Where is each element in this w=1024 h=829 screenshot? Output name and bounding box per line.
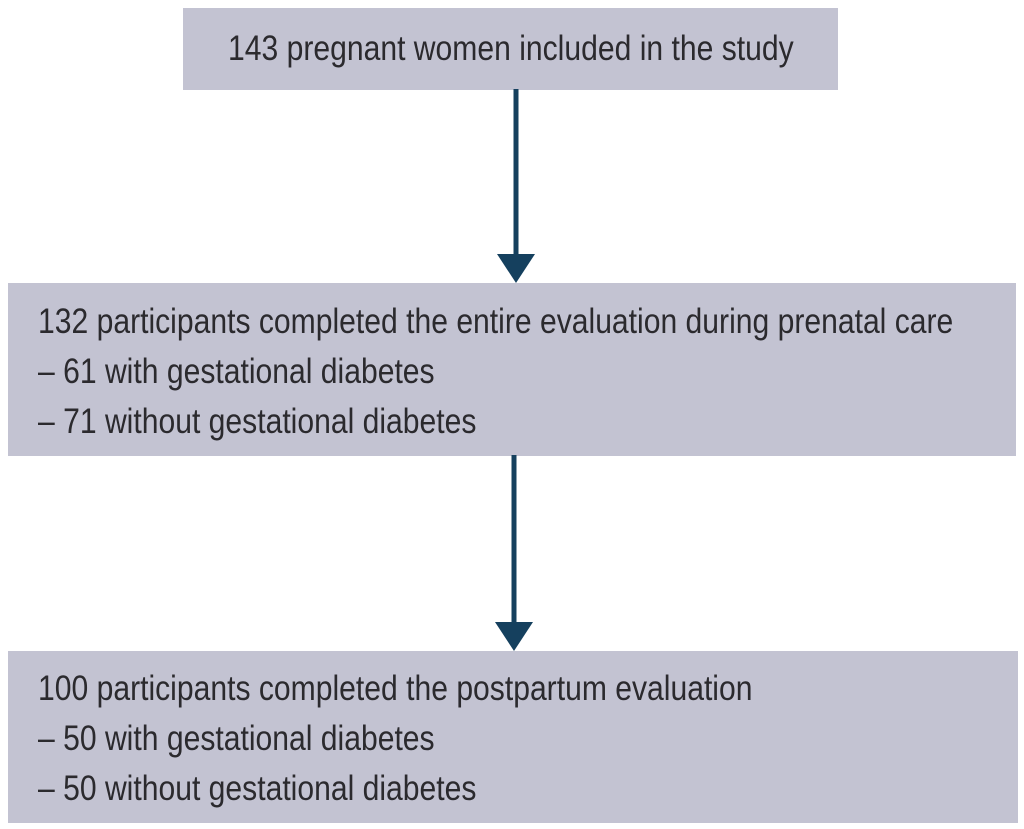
down-arrow-icon [493, 89, 539, 283]
box-postpartum-line-2: – 50 with gestational diabetes [38, 719, 435, 758]
down-arrow-icon [491, 455, 537, 651]
box-enrollment [183, 8, 838, 90]
box-postpartum-line-3: – 50 without gestational diabetes [38, 769, 477, 808]
box-postpartum-line-1: 100 participants completed the postpartum evaluation [38, 669, 753, 708]
box-prenatal-line-3: – 71 without gestational diabetes [38, 402, 477, 441]
box-prenatal-line-2: – 61 with gestational diabetes [38, 352, 435, 391]
box-enrollment-text: 143 pregnant women included in the study [227, 29, 794, 68]
box-postpartum [8, 651, 1018, 823]
box-prenatal [8, 283, 1016, 456]
box-prenatal-line-1: 132 participants completed the entire evaluation during prenatal care [38, 302, 954, 341]
